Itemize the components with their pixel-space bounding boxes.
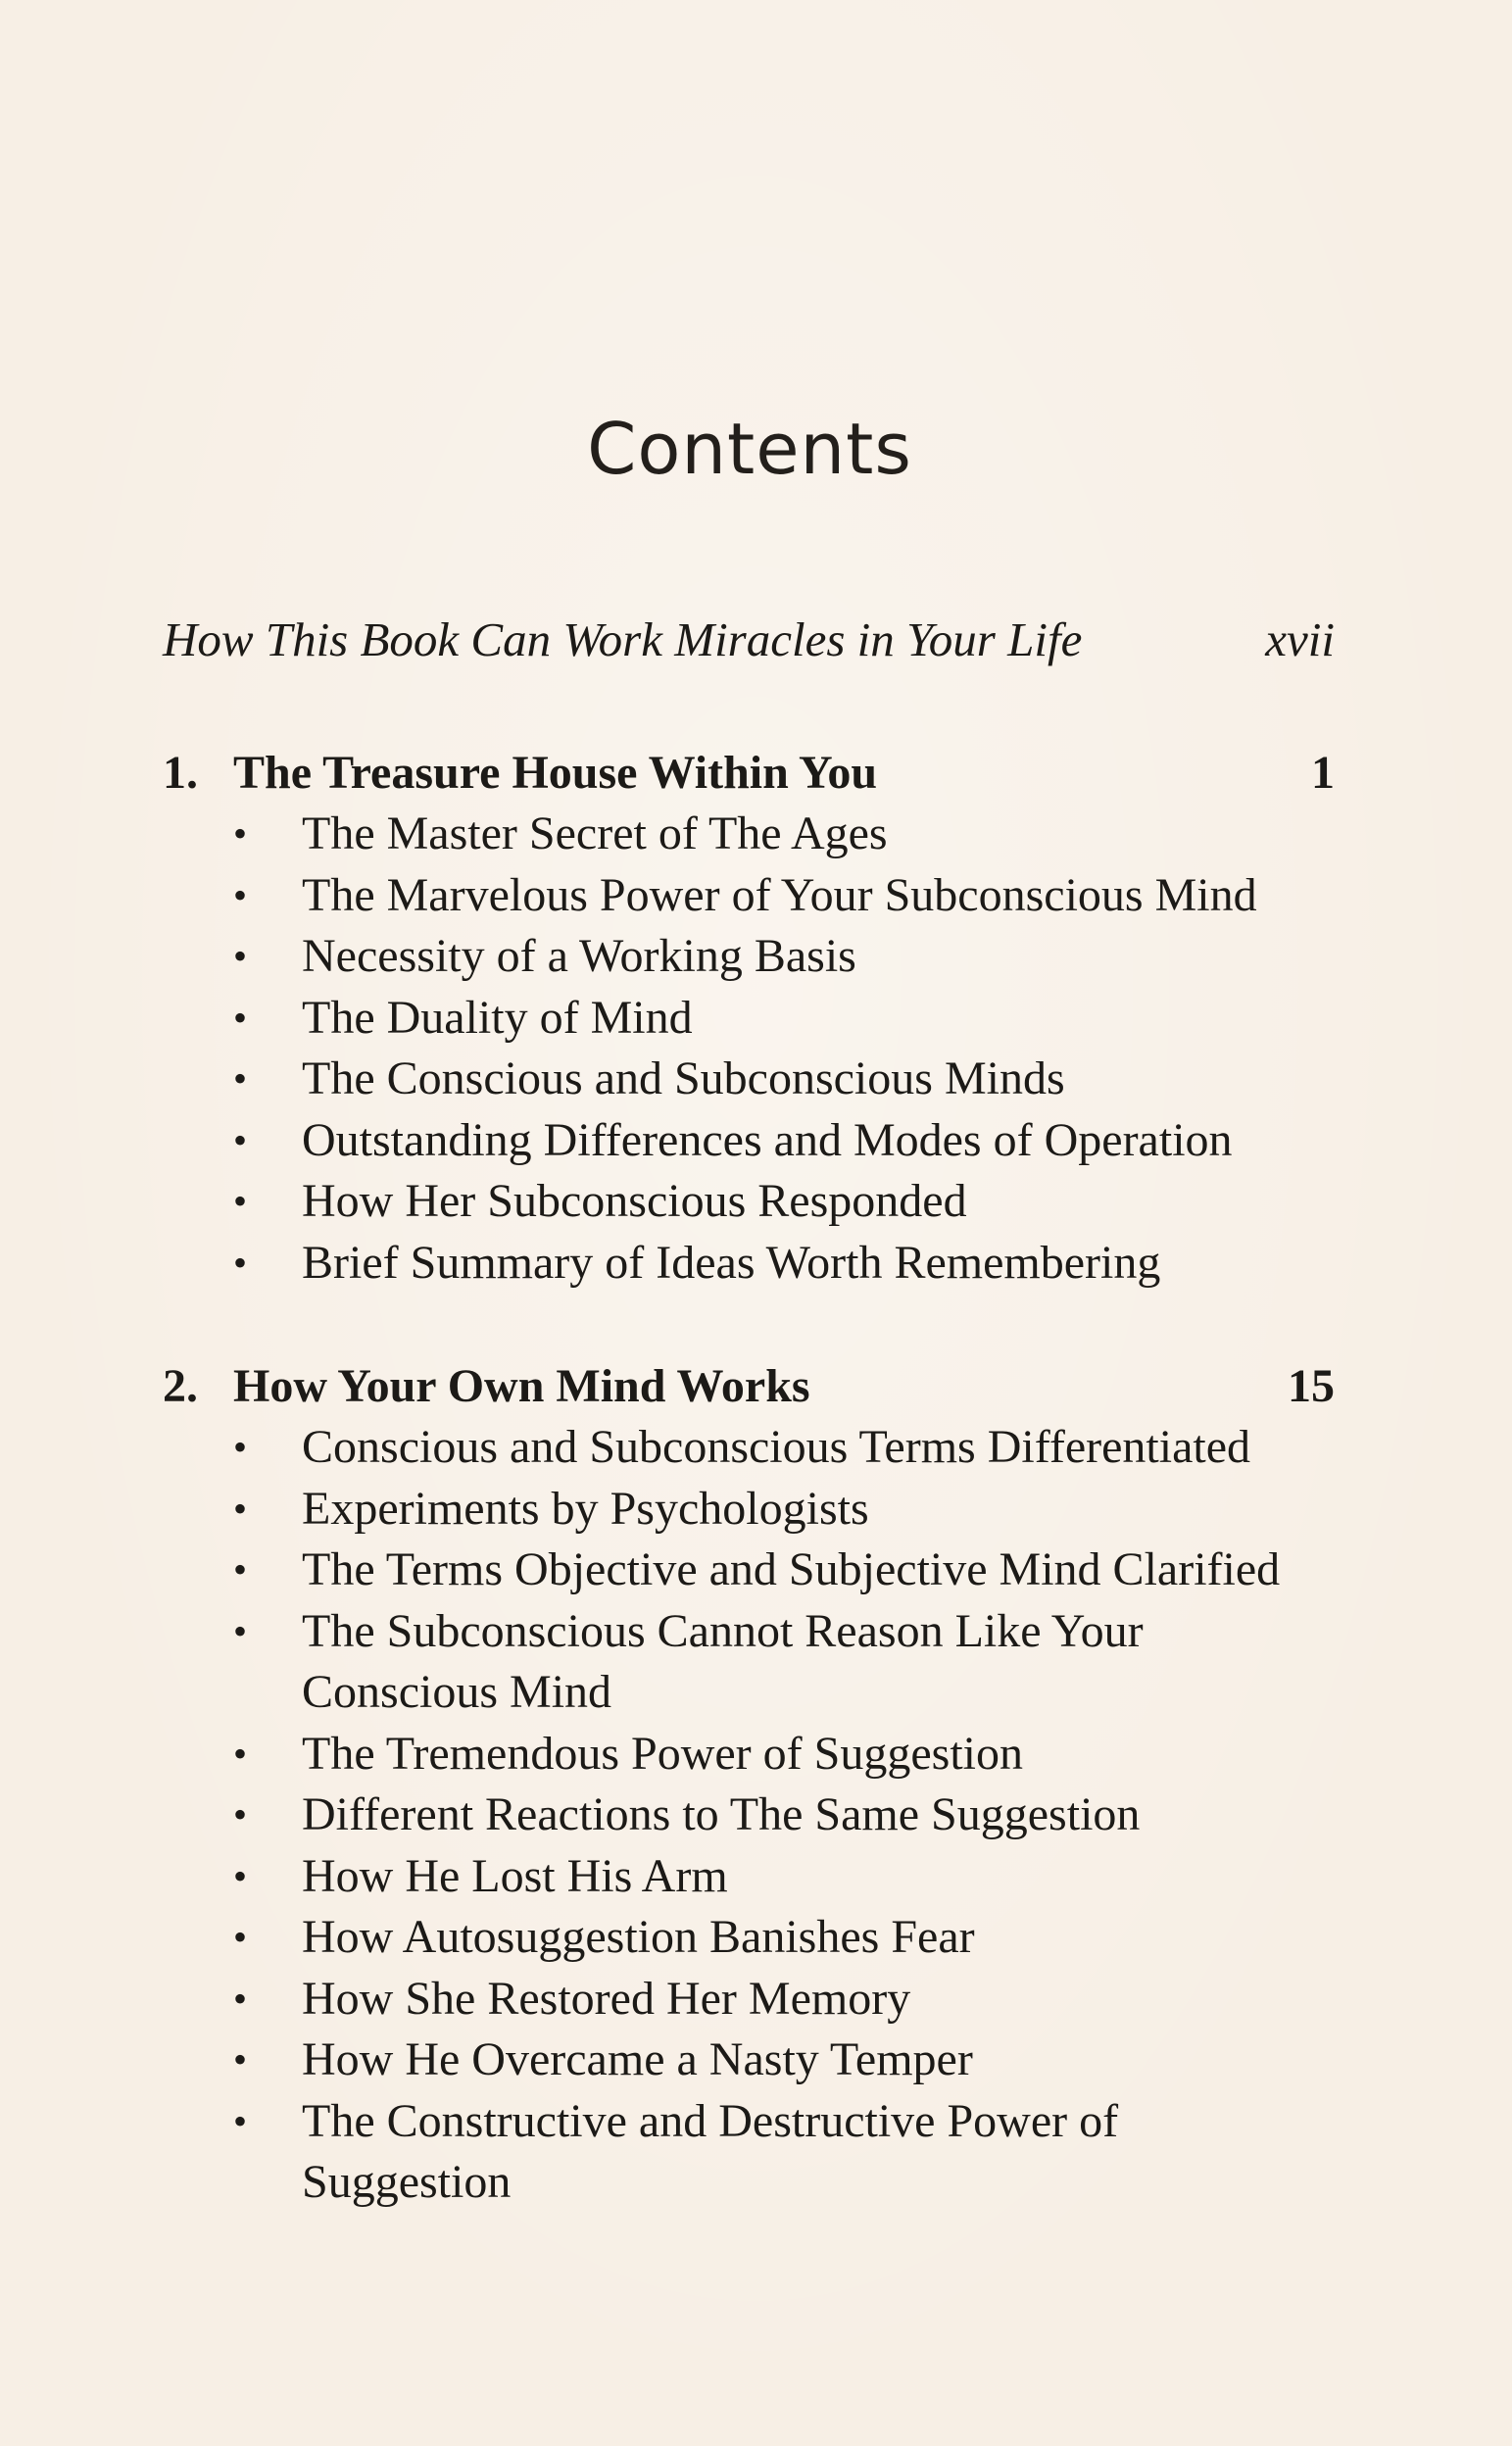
section-title: Necessity of a Working Basis [302,930,856,982]
section-title: The Terms Objective and Subjective Mind Clarified [302,1543,1281,1595]
section-item [163,1969,1335,2030]
section-title: Different Reactions to The Same Suggestion [302,1788,1141,1840]
bullet-icon: • [233,1486,248,1531]
bullet-icon: • [233,1915,248,1959]
chapter-page: 1 [1311,747,1335,799]
bullet-icon: • [233,1240,248,1285]
toc-chapter-1 [163,743,1335,1294]
chapter-title: How Your Own Mind Works [233,1360,810,1412]
section-item [163,1540,1311,1601]
section-list [163,1417,1335,2214]
bullet-icon: • [233,1117,248,1162]
section-item [163,2091,1292,2214]
section-title: How He Overcame a Nasty Temper [302,2033,973,2085]
bullet-icon: • [233,2037,248,2081]
toc-chapter-2 [163,1356,1335,2214]
section-title: The Duality of Mind [302,991,693,1044]
toc-entry-page: xvii [1265,612,1335,666]
section-item [163,1846,1335,1908]
section-title: Experiments by Psychologists [302,1482,869,1535]
section-title: How She Restored Her Memory [302,1972,911,2025]
bullet-icon: • [233,1792,248,1836]
chapter-number: 1. [163,747,198,799]
section-title: The Constructive and Destructive Power of Suggestion [302,2094,1119,2208]
section-title: The Marvelous Power of Your Subconscious Mind [302,868,1257,921]
chapter-number: 2. [163,1360,198,1412]
section-item [163,1601,1311,1724]
section-item [163,1233,1335,1295]
bullet-icon: • [233,1425,248,1469]
chapter-page: 15 [1288,1360,1335,1412]
section-title: How He Lost His Arm [302,1849,728,1902]
section-title: Outstanding Differences and Modes of Operation [302,1113,1233,1166]
section-item [163,1479,1335,1541]
bullet-icon: • [233,1976,248,2021]
bullet-icon: • [233,1731,248,1776]
section-item [163,2030,1335,2091]
bullet-icon: • [233,995,248,1040]
bullet-icon: • [233,934,248,978]
section-title: The Conscious and Subconscious Minds [302,1052,1065,1104]
section-title: The Master Secret of The Ages [302,807,888,859]
section-title: The Subconscious Cannot Reason Like Your Conscious Mind [302,1604,1144,1718]
section-list [163,804,1335,1294]
bullet-icon: • [233,1853,248,1898]
toc-entry-title: How This Book Can Work Miracles in Your Life [163,612,1083,666]
bullet-icon: • [233,872,248,917]
chapter-heading [163,743,1335,804]
bullet-icon: • [233,1547,248,1591]
bullet-icon: • [233,811,248,856]
bullet-icon: • [233,1608,248,1653]
section-title: Conscious and Subconscious Terms Differentiated [302,1421,1251,1473]
bullet-icon: • [233,1056,248,1101]
section-item [163,1417,1335,1479]
chapter-title: The Treasure House Within You [233,747,878,799]
section-item [163,1785,1335,1846]
section-item [163,1907,1335,1969]
section-item [163,1171,1335,1233]
section-item [163,988,1335,1050]
section-title: Brief Summary of Ideas Worth Remembering [302,1236,1161,1289]
toc-entry-introduction [163,612,1335,667]
section-title: How Her Subconscious Responded [302,1175,967,1227]
section-item [163,926,1335,988]
bullet-icon: • [233,2098,248,2143]
section-item [163,804,1335,865]
section-title: The Tremendous Power of Suggestion [302,1727,1023,1780]
section-item [163,865,1335,927]
section-item [163,1724,1335,1786]
chapter-heading [163,1356,1335,1417]
bullet-icon: • [233,1179,248,1223]
section-item [163,1110,1335,1172]
section-title: How Autosuggestion Banishes Fear [302,1911,975,1963]
section-item [163,1049,1335,1110]
page-title: Contents [587,408,912,490]
